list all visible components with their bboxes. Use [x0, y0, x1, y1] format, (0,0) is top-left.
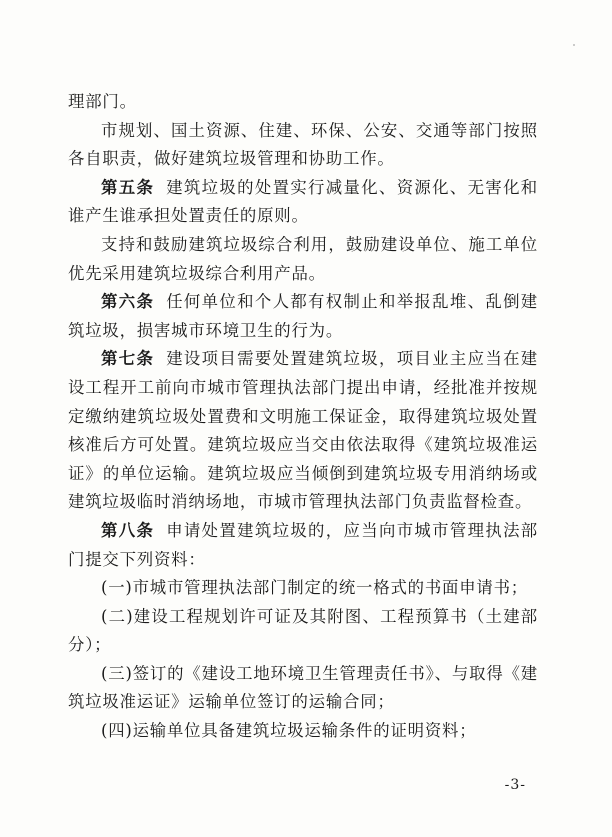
paragraph-text: 理部门。 [68, 92, 137, 111]
article-title: 第六条 [101, 292, 155, 312]
paragraph-text: (二)建设工程规划许可证及其附图、工程预算书（土建部分）； [68, 606, 538, 655]
list-item [68, 660, 538, 717]
page-number: -3- [504, 777, 526, 793]
paragraph [68, 231, 538, 288]
body-text [68, 88, 538, 746]
paragraph [68, 174, 538, 231]
paragraph-text: 任何单位和个人都有权制止和举报乱堆、乱倒建筑垃圾，损害城市环境卫生的行为。 [68, 292, 538, 340]
list-item [68, 574, 538, 603]
article-title: 第八条 [101, 520, 155, 540]
list-item [68, 603, 538, 660]
list-item [68, 717, 538, 746]
paragraph [68, 288, 538, 345]
paragraph [68, 117, 538, 174]
paragraph-text: 市规划、国土资源、住建、环保、公安、交通等部门按照各自职责，做好建筑垃圾管理和协助工作。 [68, 120, 538, 169]
paragraph-text: (三)签订的《建设工地环境卫生管理责任书》、与取得《建筑垃圾准运证》运输单位签订的运输合同； [68, 663, 538, 712]
paragraph-text: 申请处置建筑垃圾的，应当向市城市管理执法部门提交下列资料： [68, 520, 538, 569]
paragraph [68, 517, 538, 574]
paragraph [68, 88, 538, 117]
paragraph-text: 建筑垃圾的处置实行减量化、资源化、无害化和谁产生谁承担处置责任的原则。 [68, 177, 538, 226]
paragraph [68, 345, 538, 517]
article-title: 第五条 [101, 177, 155, 197]
scan-dot [573, 44, 575, 46]
paragraph-text: 支持和鼓励建筑垃圾综合利用，鼓励建设单位、施工单位优先采用建筑垃圾综合利用产品。 [68, 234, 538, 283]
paragraph-text: 建设项目需要处置建筑垃圾，项目业主应当在建设工程开工前向市城市管理执法部门提出申请，经批准并按规定缴纳建筑垃圾处置费和文明施工保证金，取得建筑垃圾处置核准后方可处置。建筑垃圾应当交由依法取得《建筑垃圾准运证》的单位运输。建筑垃圾应当倾倒到建筑垃圾专用消纳场或建筑垃圾临时消纳场地，市城市管理执法部门负责监督检查。 [68, 349, 538, 512]
article-title: 第七条 [101, 349, 155, 369]
paragraph-text: (一)市城市管理执法部门制定的统一格式的书面申请书； [101, 578, 528, 598]
paragraph-text: (四)运输单位具备建筑垃圾运输条件的证明资料； [101, 721, 477, 741]
